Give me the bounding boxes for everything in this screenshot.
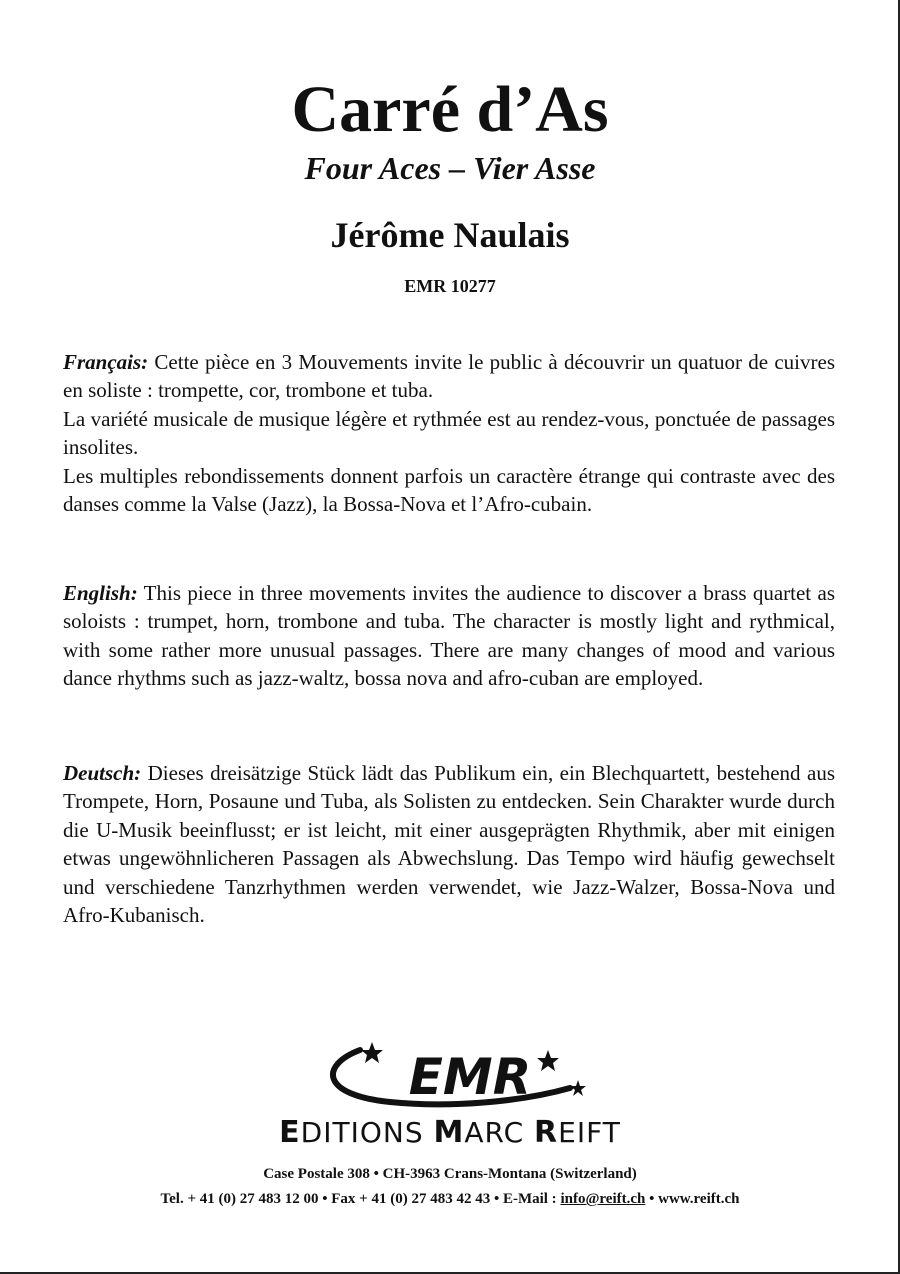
contact-line xyxy=(0,1187,900,1212)
french-line-2: La variété musicale de musique légère et rythmée est au rendez-vous, ponctuée de passages insolites. xyxy=(63,406,835,460)
email-link[interactable]: info@reift.ch xyxy=(560,1191,646,1207)
french-description xyxy=(63,348,835,518)
publisher-initial-m: M xyxy=(433,1115,465,1150)
piece-title: Carré d’As xyxy=(291,73,609,146)
english-description xyxy=(63,579,835,693)
catalog-code: EMR 10277 xyxy=(404,276,496,296)
english-label: English: xyxy=(63,581,138,605)
publisher-initial-e: E xyxy=(279,1115,301,1150)
publisher-name xyxy=(0,1115,900,1151)
german-description xyxy=(63,759,835,929)
piece-subtitle: Four Aces – Vier Asse xyxy=(304,150,596,186)
french-text-1: Cette pièce en 3 Mouvements invite le public à découvrir un quatuor de cuivres en soliste : trompette, cor, trombone et tuba. xyxy=(63,350,835,403)
star-icon xyxy=(537,1050,559,1071)
publisher-word-arc: ARC xyxy=(464,1116,535,1149)
german-text: Dieses dreisätzige Stück lädt das Publikum ein, ein Blechquartett, bestehend aus Trompete, Horn, Posaune und Tuba, als Solisten zu entdecken. Sein Charakter wurde durch die U-Musik beeinflusst; er ist leicht, mit einer ausgeprägten Rhythmik, aber mit einigen etwas ungewöhnlicheren Passagen als Abwechslung. Das Tempo wird häufig gewechselt und verschiedene Tanzrhythmen werden verwendet, wie Jazz-Walzer, Bossa-Nova und Afro-Kubanisch. xyxy=(63,761,835,928)
german-label: Deutsch: xyxy=(63,761,142,785)
emr-logo-graphic xyxy=(320,1040,610,1110)
publisher-word-ditions: DITIONS xyxy=(300,1116,434,1149)
publisher-initial-r: R xyxy=(534,1115,559,1150)
star-icon xyxy=(361,1042,383,1063)
logo-text: EMR xyxy=(408,1048,532,1106)
french-line-3: Les multiples rebondissements donnent parfois un caractère étrange qui contraste avec des danses comme la Valse (Jazz), la Bossa-Nova et l’Afro-cubain. xyxy=(63,463,835,517)
phone-fax: Tel. + 41 (0) 27 483 12 00 • Fax + 41 (0) 27 483 42 43 • E-Mail : xyxy=(160,1191,561,1207)
publisher-contact xyxy=(0,1162,900,1212)
french-label: Français: xyxy=(63,350,149,374)
english-text: This piece in three movements invites the audience to discover a brass quartet as soloists : trumpet, horn, trombone and tuba. The character is mostly light and rythmical, with some rather more unusual passages. There are many changes of mood and various dance rhythms such as jazz-waltz, bossa nova and afro-cuban are employed. xyxy=(63,581,835,691)
publisher-word-eift: EIFT xyxy=(558,1116,621,1149)
composer-name: Jérôme Naulais xyxy=(330,215,570,255)
french-line-1 xyxy=(63,348,835,405)
postal-address: Case Postale 308 • CH-3963 Crans-Montana (Switzerland) xyxy=(263,1166,637,1182)
emr-logo xyxy=(320,1040,610,1110)
website[interactable]: • www.reift.ch xyxy=(645,1191,740,1207)
